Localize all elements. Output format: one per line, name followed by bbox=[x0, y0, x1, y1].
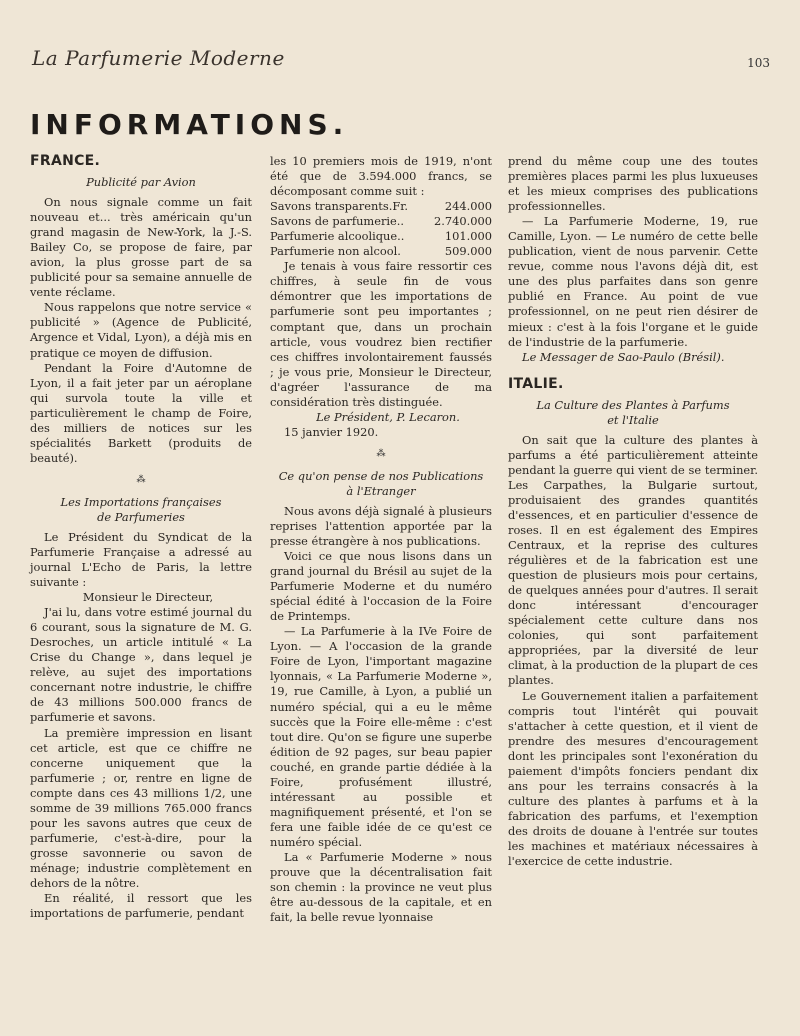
table-value: 2.740.000 bbox=[434, 214, 492, 229]
subtitle-line: Les Importations françaises bbox=[60, 494, 222, 509]
ornament-stars: ⁂ bbox=[376, 448, 386, 459]
masthead: La Parfumerie Moderne bbox=[32, 46, 285, 70]
paragraph: Nous rappelons que notre service « publicité » (Agence de Publicité, Argence et Vidal, Lyon), a déjà mis en pratique ce moyen de diffusion. bbox=[30, 300, 252, 360]
table-value: 509.000 bbox=[444, 244, 492, 259]
paragraph: En réalité, il ressort que les importations de parfumerie, pendant bbox=[30, 891, 252, 921]
paragraph: Pendant la Foire d'Automne de Lyon, il a fait jeter par un aéroplane qui survola toute la ville et particulièrement le champ de Foire, des milliers de notices sur les spécialités Barkett (produits de beauté). bbox=[30, 360, 252, 465]
source-citation: Le Messager de Sao-Paulo (Brésil). bbox=[522, 349, 725, 364]
paragraph: — La Parfumerie à la IVe Foire de Lyon. — A l'occasion de la grande Foire de Lyon, l'important magazine lyonnais, « La Parfumerie Moderne », 19, rue Camille, à Lyon, a publié un numéro spécial, qui a eu le même succès que la Foire elle-même : c'est tout dire. Qu'on se figure une superbe édition de 92 pages, sur beau papier couché, en grande partie dédiée à la Foire, profusément illustré, intéressant au possible et magnifiquement présenté, et l'on se fera une faible idée de ce qu'est ce numéro spécial. bbox=[270, 624, 492, 849]
table-label: Parfumerie alcoolique.. bbox=[270, 229, 405, 244]
paragraph: On nous signale comme un fait nouveau et... très américain qu'un grand magasin de New-York, la J.-S. Bailey Co, se propose de faire, par avion, la plus grosse part de sa publicité pour sa semaine annuelle de vente réclame. bbox=[30, 195, 252, 300]
paragraph: La première impression en lisant cet article, est que ce chiffre ne concerne uniquement que la parfumerie ; or, rentre en ligne de compte dans ces 43 millions 1/2, une somme de 39 millions 765.000 francs pour les savons autres que ceux de parfumerie, c'est-à-dire, pour la grosse savonnerie ou savon de ménage; industrie complètement en dehors de la nôtre. bbox=[30, 725, 252, 890]
column-2 bbox=[270, 154, 492, 925]
paragraph: Le Président du Syndicat de la Parfumerie Française a adressé au journal L'Echo de Paris, la lettre suivante : bbox=[30, 529, 252, 590]
paragraph: Le Gouvernement italien a parfaitement compris tout l'intérêt qui pouvait s'attacher à cette question, et il vient de prendre des mesures d'encouragement dont les principales sont l'exonération du paiement d'impôts fonciers pendant dix ans pour les terrains consacrés à la culture des plantes à parfums et à la fabrication des parfums, et l'exemption des droits de douane à l'entrée sur toutes les machines et matériaux nécessaires à l'exercice de cette industrie. bbox=[508, 688, 758, 869]
table-row bbox=[270, 214, 492, 229]
paragraph: Je tenais à vous faire ressortir ces chiffres, à seule fin de vous démontrer que les importations de parfumerie sont peu importantes ; comptant que, dans un prochain article, vous voudrez bien rectifier ces chiffres involontairement faussés ; je vous prie, Monsieur le Directeur, d'agréer l'assurance de ma considération très distinguée. bbox=[270, 259, 492, 409]
section-heading-france: FRANCE. bbox=[30, 153, 101, 169]
paragraph: J'ai lu, dans votre estimé journal du 6 courant, sous la signature de M. G. Desroches, un article intitulé « La Crise du Change », dans lequel je relève, au sujet des importations concernant notre industrie, le chiffre de 43 millions 500.000 francs de parfumerie et savons. bbox=[30, 605, 252, 725]
table-label: Parfumerie non alcool. bbox=[270, 244, 401, 259]
table-label: Savons transparents.Fr. bbox=[270, 199, 409, 214]
table-row bbox=[270, 244, 492, 259]
table-row bbox=[270, 199, 492, 214]
subtitle-publications bbox=[270, 469, 492, 499]
table-value: 244.000 bbox=[444, 199, 492, 214]
page-title: INFORMATIONS. bbox=[30, 108, 349, 141]
subtitle-line: La Culture des Plantes à Parfums bbox=[536, 397, 730, 412]
section-heading-italie: ITALIE. bbox=[508, 375, 564, 392]
page-number: 103 bbox=[747, 56, 770, 70]
column-3 bbox=[508, 154, 758, 869]
subtitle-line: à l'Etranger bbox=[346, 483, 416, 498]
date: 15 janvier 1920. bbox=[284, 424, 379, 439]
paragraph: On sait que la culture des plantes à parfums a été particulièrement atteinte pendant la guerre qui vient de se terminer. Les Carpathes, la Bulgarie surtout, produisaient des grandes quantités d'essences, et en particulier d'essence de roses. Il en est également des Empires Centraux, et la reprise des cultures régulières et de la fabrication est une question de plusieurs mois pour certains, de quelques années pour d'autres. Il serait donc intéressant d'encourager spécialement cette culture dans nos colonies, qui sont parfaitement appropriées, par la diversité de leur climat, à la production de la plupart de ces plantes. bbox=[508, 432, 758, 688]
paragraph: — La Parfumerie Moderne, 19, rue Camille, Lyon. — Le numéro de cette belle publication, vient de nous parvenir. Cette revue, comme nous l'avons déjà dit, est une des plus parfaites dans son genre publié en France. Au point de vue professionnel, on ne peut rien désirer de mieux : c'est à la fois l'organe et le guide de l'industrie de la parfumerie. bbox=[508, 214, 758, 349]
paragraph: Voici ce que nous lisons dans un grand journal du Brésil au sujet de la Parfumerie Moderne et du numéro spécial édité à l'occasion de la Foire de Printemps. bbox=[270, 549, 492, 624]
subtitle-line: de Parfumeries bbox=[97, 509, 185, 524]
subtitle-culture-plantes bbox=[508, 398, 758, 428]
paragraph: les 10 premiers mois de 1919, n'ont été que de 3.594.000 francs, se décomposant comme suit : bbox=[270, 154, 492, 199]
ornament-stars: ⁂ bbox=[136, 474, 146, 485]
signature: Le Président, P. Lecaron. bbox=[316, 409, 460, 424]
paragraph: Nous avons déjà signalé à plusieurs reprises l'attention apportée par la presse étrangère à nos publications. bbox=[270, 503, 492, 548]
subtitle-importations bbox=[30, 495, 252, 525]
column-1 bbox=[30, 154, 252, 921]
paragraph: prend du même coup une des toutes premières places parmi les plus luxueuses et les mieux comprises des publications professionnelles. bbox=[508, 154, 758, 214]
subtitle-publicite-avion: Publicité par Avion bbox=[86, 175, 196, 190]
table-row bbox=[270, 229, 492, 244]
table-value: 101.000 bbox=[444, 229, 492, 244]
import-table bbox=[270, 199, 492, 259]
subtitle-line: Ce qu'on pense de nos Publications bbox=[278, 468, 484, 483]
subtitle-line: et l'Italie bbox=[607, 412, 659, 427]
paragraph: La « Parfumerie Moderne » nous prouve que la décentralisation fait son chemin : la province ne veut plus être au-dessous de la capitale, et en fait, la belle revue lyonnaise bbox=[270, 849, 492, 925]
salutation: Monsieur le Directeur, bbox=[82, 590, 214, 605]
table-label: Savons de parfumerie.. bbox=[270, 214, 405, 229]
